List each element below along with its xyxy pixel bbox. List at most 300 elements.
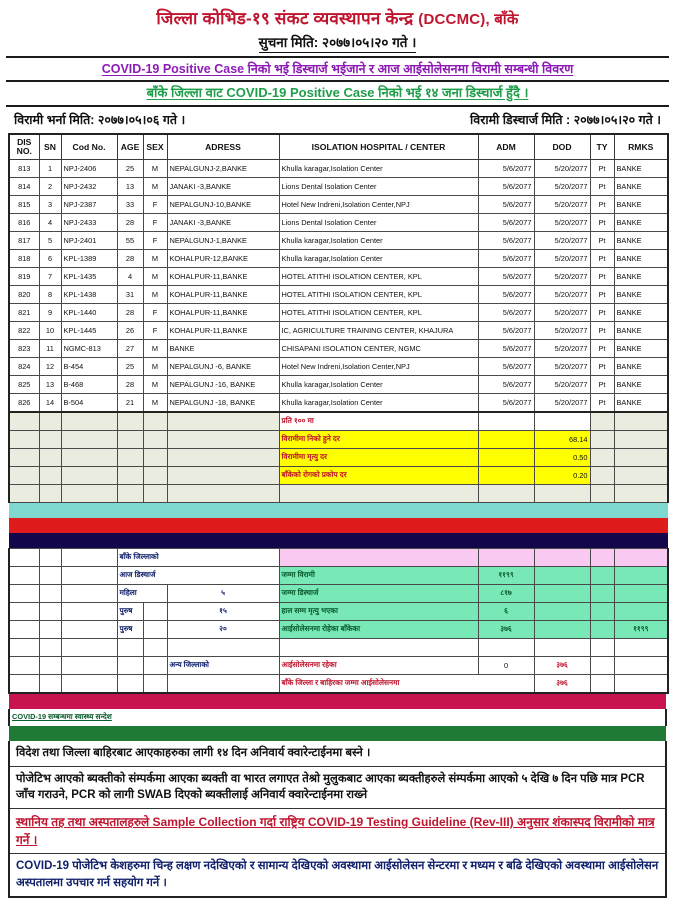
spacer-cell (590, 620, 614, 638)
spacer-cell (39, 638, 61, 656)
spacer-cell (143, 412, 167, 431)
col-header-cod-no: Cod No. (61, 134, 117, 160)
cell-sn: 8 (39, 285, 61, 303)
cell-sex: F (143, 213, 167, 231)
health-message-4: COVID-19 पोजेटिभ केशहरुमा चिन्ह लक्षण नदेखिएको र सामान्य देखिएको अवस्थामा आईसोलेसन सेन्टरमा र मध्यम र बढि देखिएको अवस्थामा आईसोलेसन अस्पतालमा उपचार गर्न सहयोग गर्ने । (16, 859, 659, 890)
cell-sex: F (143, 303, 167, 321)
summary-row (9, 602, 668, 620)
spacer-cell (61, 566, 117, 584)
cell-sex: M (143, 357, 167, 375)
cell-adm: 5/6/2077 (478, 375, 534, 393)
spacer-cell (9, 602, 39, 620)
rate-row (9, 430, 668, 448)
cell-adm: 5/6/2077 (478, 267, 534, 285)
document-header (0, 0, 675, 107)
cell-dod: 5/20/2077 (534, 393, 590, 412)
spacer-cell (478, 412, 534, 431)
headline-discharge-count: बाँके जिल्ला वाट COVID-19 Positive Case निको भई १४ जना डिस्चार्ज हुँदै । (146, 85, 529, 100)
cell-cod: KPL-1435 (61, 267, 117, 285)
cell-dod: 5/20/2077 (534, 231, 590, 249)
cell-adm: 5/6/2077 (478, 357, 534, 375)
cell-sn: 11 (39, 339, 61, 357)
message-band-crimson (9, 694, 666, 709)
spacer-cell (478, 484, 534, 502)
cell-dis: 822 (9, 321, 39, 339)
cell-ty: Pt (590, 213, 614, 231)
spacer-cell (9, 484, 39, 502)
col-header-adm: ADM (478, 134, 534, 160)
cell-dis: 819 (9, 267, 39, 285)
cell-sex: F (143, 321, 167, 339)
admission-date: विरामी भर्ना मिति: २०७७।०५।०६ गते । (14, 112, 186, 127)
title-dccmc: (DCCMC), बाँके (418, 11, 519, 28)
spacer-cell (167, 466, 279, 484)
cell-adm: 5/6/2077 (478, 303, 534, 321)
summary-gender-count-female: ५ (167, 584, 279, 602)
spacer-cell (590, 430, 614, 448)
spacer-cell (117, 484, 143, 502)
cell-dis: 825 (9, 375, 39, 393)
cell-sn: 7 (39, 267, 61, 285)
spacer-cell (534, 584, 590, 602)
date-subline (0, 107, 675, 133)
cell-sex: F (143, 195, 167, 213)
cell-ty: Pt (590, 357, 614, 375)
cell-isolation: Khulla karagar,Isolation Center (279, 249, 478, 267)
header-divider-2 (6, 80, 669, 82)
col-header-address: ADRESS (167, 134, 279, 160)
spacer-cell (279, 548, 478, 566)
spacer-cell (117, 412, 143, 431)
cell-age: 55 (117, 231, 143, 249)
cell-address: NEPALGUNJ -6, BANKE (167, 357, 279, 375)
cell-adm: 5/6/2077 (478, 339, 534, 357)
spacer-cell (9, 638, 39, 656)
col-header-isolation-center: ISOLATION HOSPITAL / CENTER (279, 134, 478, 160)
spacer-cell (590, 638, 614, 656)
spacer-cell (590, 548, 614, 566)
band-navy (9, 533, 668, 549)
summary-value-deaths: ६ (478, 602, 534, 620)
cell-sn: 12 (39, 357, 61, 375)
cell-age: 25 (117, 357, 143, 375)
cell-sn: 9 (39, 303, 61, 321)
rate-row-per-hundred (9, 412, 668, 431)
message-band-green (9, 726, 666, 741)
cell-dis: 816 (9, 213, 39, 231)
spacer-cell (39, 674, 61, 693)
table-row (9, 393, 668, 412)
summary-gender-label-female: महिला (117, 584, 167, 602)
spacer-cell (39, 566, 61, 584)
summary-blank-row (9, 638, 668, 656)
table-row (9, 267, 668, 285)
headline-discharge-detail: COVID-19 Positive Case निको भई डिस्चार्ज भईजाने र आज आईसोलेसनमा विरामी सम्बन्धी विवरण (101, 61, 574, 76)
summary-gender-count-male: १५ (167, 602, 279, 620)
cell-isolation: IC, AGRICULTURE TRAINING CENTER, KHAJURA (279, 321, 478, 339)
cell-dis: 813 (9, 159, 39, 177)
spacer-cell (9, 466, 39, 484)
spacer-cell (39, 484, 61, 502)
summary-label-in-isolation-banke: आईसोलेसनमा रोहेका बाँकेका (279, 620, 478, 638)
spacer-cell (614, 674, 668, 693)
rate-row (9, 448, 668, 466)
spacer-cell (590, 602, 614, 620)
summary-value-total-discharged: ८१७ (478, 584, 534, 602)
cell-rmks: BANKE (614, 159, 668, 177)
spacer-cell (534, 566, 590, 584)
cell-sex: M (143, 267, 167, 285)
spacer-cell (590, 584, 614, 602)
cell-address: NEPALGUNJ-2,BANKE (167, 159, 279, 177)
cell-address: BANKE (167, 339, 279, 357)
cell-age: 28 (117, 249, 143, 267)
cell-age: 25 (117, 159, 143, 177)
spacer-cell (39, 548, 61, 566)
spacer-cell (9, 430, 39, 448)
cell-ty: Pt (590, 321, 614, 339)
cell-ty: Pt (590, 375, 614, 393)
spacer-cell (39, 412, 61, 431)
summary-label-total-patients: जम्मा विरामी (279, 566, 478, 584)
spacer-cell (39, 602, 61, 620)
spacer-cell (117, 656, 143, 674)
rate-row-blank (9, 484, 668, 502)
cell-isolation: Lions Dental Isolation Center (279, 213, 478, 231)
rate-value-incidence: 0.20 (534, 466, 590, 484)
dis-line2: NO. (16, 145, 32, 156)
table-row (9, 303, 668, 321)
spacer-cell (614, 566, 668, 584)
health-message-2: पोजेटिभ आएको ब्यक्तीको संम्पर्कमा आएका ब्यक्ती वा भारत लगाएत तेश्रो मुलुकबाट आएका ब्यक्तीहरुले संम्पर्कमा आएको ५ देखि ७ दिन पछि मात्र PCR जाँच गराउने, PCR को लागी SWAB दिएको ब्यक्तीलाई अनिवार्य क्वारेन्टाईनमा राख्ने (10, 767, 665, 809)
cell-cod: KPL-1389 (61, 249, 117, 267)
cell-dod: 5/20/2077 (534, 357, 590, 375)
cell-address: JANAKI -3,BANKE (167, 177, 279, 195)
spacer-cell (279, 484, 478, 502)
spacer-cell (117, 466, 143, 484)
cell-sn: 5 (39, 231, 61, 249)
table-row (9, 195, 668, 213)
notice-date: सुचना मिति: २०७७।०५।२० गते । (259, 33, 417, 53)
separator-band-navy (9, 533, 668, 549)
cell-dod: 5/20/2077 (534, 375, 590, 393)
cell-sn: 10 (39, 321, 61, 339)
spacer-cell (143, 638, 167, 656)
other-district-row (9, 656, 668, 674)
cell-ty: Pt (590, 285, 614, 303)
cell-dod: 5/20/2077 (534, 159, 590, 177)
cell-isolation: Lions Dental Isolation Center (279, 177, 478, 195)
cell-adm: 5/6/2077 (478, 285, 534, 303)
separator-band-red (9, 518, 668, 533)
summary-value-in-isolation-banke: ३७६ (478, 620, 534, 638)
spacer-cell (614, 602, 668, 620)
cell-sex: M (143, 375, 167, 393)
summary-today-discharge-label: आज डिस्चार्ज (117, 566, 279, 584)
cell-sn: 2 (39, 177, 61, 195)
cell-rmks: BANKE (614, 213, 668, 231)
table-row (9, 249, 668, 267)
spacer-cell (61, 430, 117, 448)
spacer-cell (614, 584, 668, 602)
cell-dod: 5/20/2077 (534, 267, 590, 285)
health-messages-list (8, 741, 667, 898)
spacer-cell (478, 448, 534, 466)
cell-rmks: BANKE (614, 375, 668, 393)
cell-address: NEPALGUNJ-10,BANKE (167, 195, 279, 213)
rate-value-mortality: 0.50 (534, 448, 590, 466)
cell-dis: 821 (9, 303, 39, 321)
cell-cod: NPJ-2433 (61, 213, 117, 231)
cell-dis: 817 (9, 231, 39, 249)
col-header-ty: TY (590, 134, 614, 160)
health-message-heading: COVID-19 सम्बन्धमा स्वास्थ्य सन्देश (9, 709, 666, 726)
table-row (9, 231, 668, 249)
cell-adm: 5/6/2077 (478, 159, 534, 177)
spacer-cell (39, 656, 61, 674)
cell-ty: Pt (590, 339, 614, 357)
cell-address: NEPALGUNJ -16, BANKE (167, 375, 279, 393)
rate-row (9, 466, 668, 484)
band-crimson (9, 694, 666, 709)
spacer-cell (39, 584, 61, 602)
spacer-cell (614, 466, 668, 484)
cell-address: KOHALPUR-11,BANKE (167, 267, 279, 285)
cell-ty: Pt (590, 249, 614, 267)
cell-age: 33 (117, 195, 143, 213)
spacer-cell (9, 548, 39, 566)
cell-isolation: Hotel New Indreni,Isolation Center,NPJ (279, 195, 478, 213)
cell-ty: Pt (590, 393, 614, 412)
cell-cod: KPL-1440 (61, 303, 117, 321)
cell-adm: 5/6/2077 (478, 321, 534, 339)
cell-rmks: BANKE (614, 231, 668, 249)
cell-isolation: Hotel New Indreni,Isolation Center,NPJ (279, 357, 478, 375)
spacer-cell (9, 584, 39, 602)
summary-row (9, 620, 668, 638)
cell-dis: 814 (9, 177, 39, 195)
spacer-cell (478, 548, 534, 566)
col-header-sn: SN (39, 134, 61, 160)
spacer-cell (9, 566, 39, 584)
page-title (0, 8, 675, 30)
cell-isolation: Khulla karagar,Isolation Center (279, 231, 478, 249)
spacer-cell (9, 656, 39, 674)
spacer-cell (167, 448, 279, 466)
spacer-cell (478, 638, 534, 656)
spacer-cell (534, 548, 590, 566)
spacer-cell (39, 620, 61, 638)
spacer-cell (614, 656, 668, 674)
summary-header-row (9, 548, 668, 566)
table-row (9, 159, 668, 177)
cell-age: 26 (117, 321, 143, 339)
cell-sex: M (143, 339, 167, 357)
spacer-cell (39, 466, 61, 484)
spacer-cell (143, 674, 167, 693)
cell-adm: 5/6/2077 (478, 213, 534, 231)
table-header-row (9, 134, 668, 160)
cell-adm: 5/6/2077 (478, 393, 534, 412)
cell-ty: Pt (590, 177, 614, 195)
cell-dod: 5/20/2077 (534, 195, 590, 213)
cell-age: 31 (117, 285, 143, 303)
spacer-cell (9, 448, 39, 466)
spacer-cell (61, 412, 117, 431)
cell-rmks: BANKE (614, 321, 668, 339)
spacer-cell (61, 674, 117, 693)
summary-label-deaths: हाल सम्म मृत्यु भएका (279, 602, 478, 620)
spacer-cell (167, 484, 279, 502)
cell-sn: 3 (39, 195, 61, 213)
spacer-cell (534, 484, 590, 502)
table-row (9, 177, 668, 195)
spacer-cell (590, 412, 614, 431)
health-message-3: स्थानिय तह तथा अस्पतालहरुले Sample Collection गर्दा राष्ट्रिय COVID-19 Testing Guideline (Rev-III) अनुसार शंकास्पद विरामीको मात्र गर्ने । (10, 809, 665, 854)
spacer-cell (9, 620, 39, 638)
cell-isolation: HOTEL ATITHI ISOLATION CENTER, KPL (279, 285, 478, 303)
spacer-cell (590, 674, 614, 693)
cell-address: KOHALPUR-11,BANKE (167, 303, 279, 321)
summary-district-label: बाँके जिल्लाको (117, 548, 279, 566)
other-district-adm-value: 0 (478, 656, 534, 674)
table-row (9, 213, 668, 231)
cell-cod: NPJ-2432 (61, 177, 117, 195)
spacer-cell (61, 466, 117, 484)
band-green (9, 726, 666, 741)
spacer-cell (143, 620, 167, 638)
cell-age: 13 (117, 177, 143, 195)
spacer-cell (167, 412, 279, 431)
cell-age: 27 (117, 339, 143, 357)
spacer-cell (117, 430, 143, 448)
spacer-cell (590, 484, 614, 502)
spacer-cell (614, 484, 668, 502)
other-district-isolation-label: आईसोलेसनमा रहेका (279, 656, 478, 674)
spacer-cell (534, 602, 590, 620)
cell-isolation: Khulla karagar,Isolation Center (279, 393, 478, 412)
spacer-cell (143, 448, 167, 466)
spacer-cell (534, 638, 590, 656)
cell-sex: M (143, 159, 167, 177)
cell-cod: NGMC-813 (61, 339, 117, 357)
summary-row (9, 566, 668, 584)
cell-sex: M (143, 285, 167, 303)
spacer-cell (614, 412, 668, 431)
discharge-date: विरामी डिस्चार्ज मिति : २०७७।०५।२० गते । (470, 112, 661, 127)
cell-dis: 826 (9, 393, 39, 412)
spacer-cell (614, 448, 668, 466)
cell-sex: M (143, 177, 167, 195)
cell-address: NEPALGUNJ-1,BANKE (167, 231, 279, 249)
cell-dis: 823 (9, 339, 39, 357)
cell-ty: Pt (590, 195, 614, 213)
rate-label-recovery: विरामीमा निको हुने दर (279, 430, 478, 448)
cell-isolation: Khulla karagar,Isolation Center (279, 375, 478, 393)
cell-rmks: BANKE (614, 357, 668, 375)
spacer-cell (590, 466, 614, 484)
cell-address: KOHALPUR-11,BANKE (167, 285, 279, 303)
summary-label-total-discharged: जम्मा डिस्चार्ज (279, 584, 478, 602)
cell-ty: Pt (590, 231, 614, 249)
cell-dis: 820 (9, 285, 39, 303)
cell-sex: M (143, 249, 167, 267)
cell-adm: 5/6/2077 (478, 195, 534, 213)
cell-ty: Pt (590, 159, 614, 177)
spacer-cell (167, 638, 279, 656)
table-row (9, 285, 668, 303)
cell-dod: 5/20/2077 (534, 177, 590, 195)
summary-gender-count-male-2: २० (167, 620, 279, 638)
patients-table (8, 133, 669, 694)
health-message-1: विदेश तथा जिल्ला बाहिरबाट आएकाहरुका लागी १४ दिन अनिवार्य क्वारेन्टाईनमा बस्ने । (10, 741, 665, 767)
summary-gender-label-male: पुरुष (117, 602, 143, 620)
title-nepali: जिल्ला कोभिड-१९ संकट व्यवस्थापन केन्द्र (156, 9, 414, 28)
spacer-cell (143, 656, 167, 674)
cell-dod: 5/20/2077 (534, 213, 590, 231)
spacer-cell (590, 448, 614, 466)
spacer-cell (614, 548, 668, 566)
summary-row (9, 584, 668, 602)
col-header-sex: SEX (143, 134, 167, 160)
spacer-cell (9, 674, 39, 693)
cell-dod: 5/20/2077 (534, 249, 590, 267)
spacer-cell (61, 448, 117, 466)
cell-rmks: BANKE (614, 285, 668, 303)
spacer-cell (167, 674, 279, 693)
other-district-value: ३७६ (534, 656, 590, 674)
cell-ty: Pt (590, 267, 614, 285)
spacer-cell (143, 430, 167, 448)
cell-sn: 14 (39, 393, 61, 412)
cell-age: 4 (117, 267, 143, 285)
rate-value-recovery: 68.14 (534, 430, 590, 448)
spacer-cell (143, 466, 167, 484)
spacer-cell (143, 602, 167, 620)
cell-rmks: BANKE (614, 267, 668, 285)
cell-dod: 5/20/2077 (534, 303, 590, 321)
cell-rmks: BANKE (614, 249, 668, 267)
dis-line1: DIS (17, 136, 32, 147)
cell-dis: 815 (9, 195, 39, 213)
cell-sn: 1 (39, 159, 61, 177)
spacer-cell (167, 430, 279, 448)
cell-adm: 5/6/2077 (478, 249, 534, 267)
table-row (9, 375, 668, 393)
patients-table-body (9, 159, 668, 693)
spacer-cell (534, 412, 590, 431)
spacer-cell (590, 656, 614, 674)
spacer-cell (478, 466, 534, 484)
table-row (9, 321, 668, 339)
cell-age: 28 (117, 375, 143, 393)
cell-address: JANAKI -3,BANKE (167, 213, 279, 231)
cell-address: KOHALPUR-12,BANKE (167, 249, 279, 267)
cell-cod: NPJ-2406 (61, 159, 117, 177)
cell-rmks: BANKE (614, 339, 668, 357)
spacer-cell (117, 638, 143, 656)
col-header-dis-no (9, 134, 39, 160)
cell-address: KOHALPUR-11,BANKE (167, 321, 279, 339)
cell-adm: 5/6/2077 (478, 177, 534, 195)
spacer-cell (117, 448, 143, 466)
cell-ty: Pt (590, 303, 614, 321)
per-hundred-label: प्रति १०० मा (279, 412, 478, 431)
col-header-rmks: RMKS (614, 134, 668, 160)
cell-cod: B-468 (61, 375, 117, 393)
cell-dis: 818 (9, 249, 39, 267)
cell-cod: B-504 (61, 393, 117, 412)
